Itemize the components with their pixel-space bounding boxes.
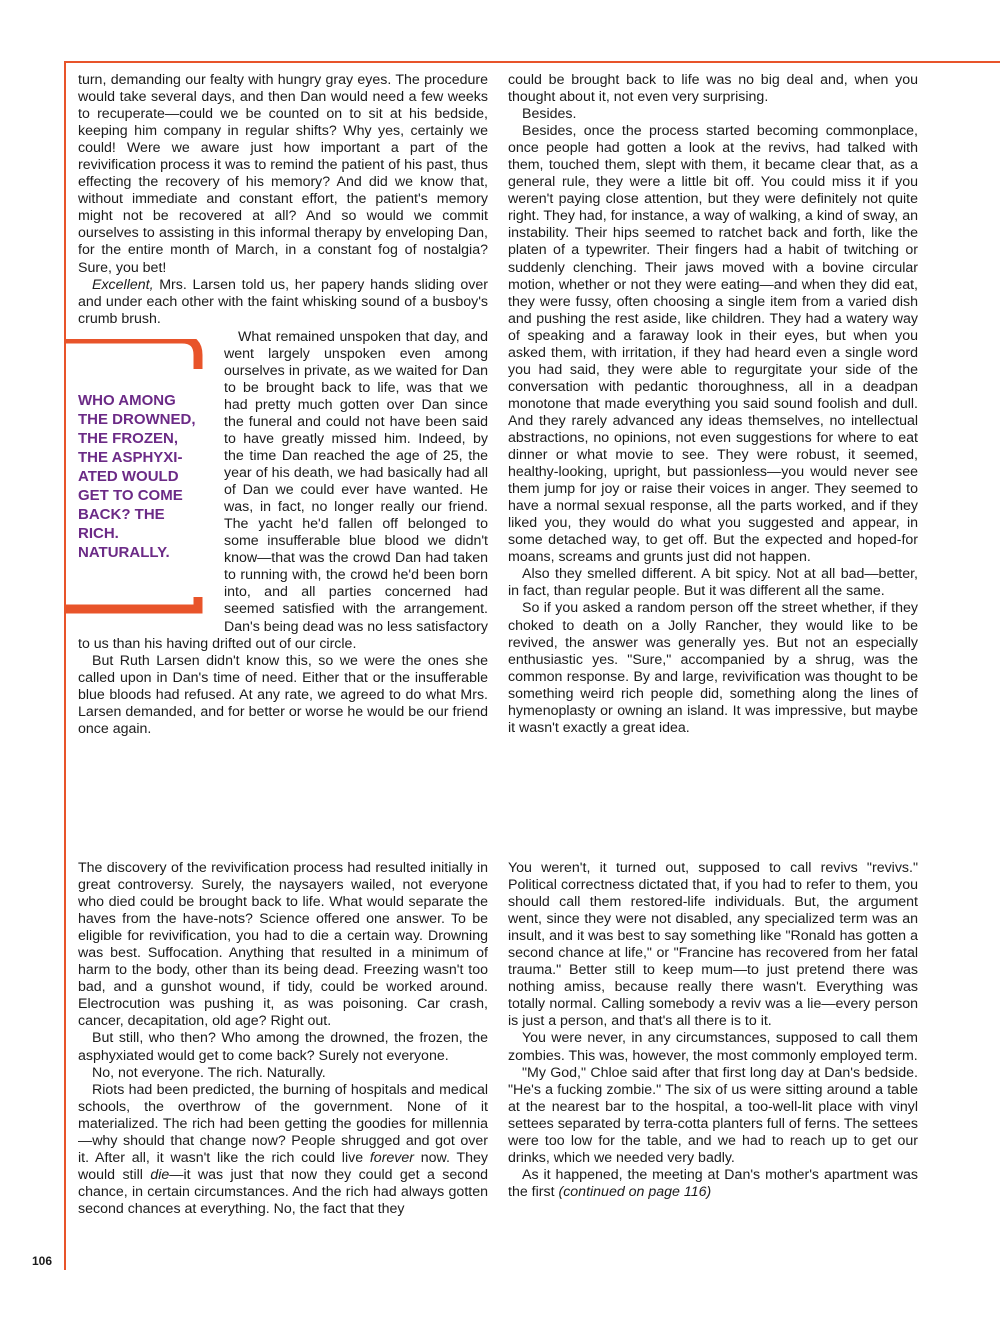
page-number: 106 [32,1254,53,1268]
paragraph: could be brought back to life was no big deal and, when you thought about it, not even very surprising. [508,72,918,106]
pull-quote [64,329,224,619]
paragraph: The discovery of the revivification process had resulted initially in great controversy. Surely, the naysayers wailed, not everyone who died could be brought back to life. What would separate the haves from the have-nots? Science offered one answer. To be eligible for revivification, you had to die a certain way. Drowning was best. Suffocation. Anything that resulted in a minimum of harm to the body, other than its being dead. Freezing wasn't too bad, and a gunshot wound, if tidy, could be worked around. Electrocution was pushing it, as was poisoning. Car crash, cancer, decapitation, old age? Right out. [78,860,488,1030]
page-frame-top-rule [64,61,1000,63]
emphasis: die [150,1166,170,1183]
emphasis: forever [369,1149,415,1166]
paragraph: Besides, once the process started becoming commonplace, once people had gotten a look at the revivs, had talked with them, touched them, slept with them, it became clear that, as a general rule, they were a little bit off. You could miss it if you weren't paying close attention, but they were definitely not quite right. They had, for instance, a way of walking, a kind of sway, an instability. Their hips seemed to ratchet back and forth, like the platen of a typewriter. Their fingers had a habit of twitching or suddenly clenching. Their jaws moved with a bovine circular motion, whether or not they were eating—and when they did eat, they were fussy, often choosing a single item from a varied dish and pushing the rest aside, like children. They had a watery way of speaking and a faraway look in their eyes, but when you asked them, with irritation, if they had heard even a single word you had said, they were able to regurgitate your side of the conversation with pedantic thoroughness, all in a deadpan monotone that made everything you said sound foolish and dull. And they rarely advanced any ideas themselves, no intellectual abstractions, no opinions, not even suggestions for where to eat dinner or what movie to see. They were robust, it seemed, healthy-looking, upright, but passionless—you would never see them jump for joy or raise their voices in anger. They seemed to have a normal sexual response, all the parts worked, and if they liked you, they would do what you suggested and appear, in some detached way, to get off. But the expected and hoped-for moans, screams and grunts just did not happen. [508,123,918,566]
paragraph: What remained unspoken that day, and went largely unspoken even among ourselves in private, as we waited for Dan to be brought back to life, was that we had pretty much gotten over Dan since the funeral and could not have been said to have greatly missed him. Indeed, by the time Dan reached the age of 25, the year of his death, we had basically had all of Dan we could ever have wanted. He was, in fact, no longer really our friend. The yacht he'd fallen off belonged to some insufferable blue blood we didn't know—that was the crowd Dan had taken to running with, the crowd he'd been born into, and all parties concerned had seemed satisfied with the arrangement. Dan's being dead was no less satisfactory to us than his having drifted out of our circle. [78,328,488,652]
left-column-bottom [78,860,488,1218]
paragraph: turn, demanding our fealty with hungry gray eyes. The procedure would take several days, and then Dan would need a few weeks to recuperate—could we be counted on to sit at his bedside, keeping him company in regular shifts? Why yes, certainly we could! Were we aware just how important a part of the revivification process it was to remind the patient of his past, thus effecting the recovery of his memory? And did we know that, without immediate and constant effort, the patient's memory might not be recovered at all? And so would we commit ourselves to assisting in this informal therapy by enveloping Dan, for the entire month of March, in a constant fog of nostalgia? Sure, you bet! [78,72,488,276]
page-frame-left-rule [64,61,66,1270]
paragraph: Besides. [522,106,577,123]
right-column-top [508,72,918,737]
pull-quote-text: WHO AMONG THE DROWNED, THE FROZEN, THE ASPHYXI-ATED WOULD GET TO COME BACK? THE RICH. NATURALLY. [78,391,196,561]
paragraph: Riots had been predicted, the burning of hospitals and medical schools, the overthrow of the government. None of it materialized. The rich had been getting the goodies for millennia—why should that change now? People shrugged and got over it. After all, it wasn't like the rich could live forever now. They would still die—it was just that now they could get a second chance, in certain circumstances. And the rich had always gotten second chances at everything. No, the fact that they [78,1081,488,1217]
paragraph: No, not everyone. The rich. Naturally. [92,1064,326,1081]
paragraph: You were never, in any circumstances, supposed to call them zombies. This was, however, the most commonly employed term. [508,1030,918,1064]
paragraph: As it happened, the meeting at Dan's mother's apartment was the first (continued on page 116) [508,1166,918,1200]
paragraph: So if you asked a random person off the street whether, if they choked to death on a Jolly Rancher, they would like to be revived, the answer was generally yes. But not an especially enthusiastic yes. "Sure," accompanied by a shrug, was the common response. By and large, revivification was thought to be something weird rich people did, something along the lines of hymenoplasty or owning an island. It was impressive, but maybe it wasn't exactly a great idea. [508,600,918,736]
paragraph: Also they smelled different. A bit spicy. Not at all bad—better, in fact, than regular people. But it was different all the same. [508,566,918,600]
emphasis: Excellent, [92,276,154,293]
left-column-top [78,72,488,738]
paragraph: You weren't, it turned out, supposed to call revivs "revivs." Political correctness dictated that, if you had to refer to them, you should call them restored-life individuals. But, the argument went, since they were not disabled, any specialized term was an insult, and it was best to say something like "Ronald has gotten a second chance at life," or "Francine has recovered from her fatal trauma." Better still to keep mum—to just pretend there was nothing amiss, because really there wasn't. Everything was totally normal. Calling somebody a reviv was a lie—every person is just a person, and that's all there is to it. [508,860,918,1030]
paragraph: But still, who then? Who among the drowned, the frozen, the asphyxiated would get to come back? Surely not everyone. [78,1030,488,1064]
paragraph: But Ruth Larsen didn't know this, so we were the ones she called upon in Dan's time of need. Either that or the insufferable blue bloods had refused. At any rate, we agreed to do what Mrs. Larsen demanded, and for better or worse he would be our friend once again. [78,652,488,737]
continued-note: (continued on page 116) [558,1183,712,1200]
paragraph: "My God," Chloe said after that first long day at Dan's bedside. "He's a fucking zombie." The six of us were sitting around a table at the nearest bar to the hospital, a too-well-lit place with vinyl settees separated by terra-cotta planters full of ferns. The settees were too low for the table, and we had to reach up to get our drinks, which we needed very badly. [508,1064,918,1166]
right-column-bottom [508,860,918,1201]
paragraph: Excellent, Mrs. Larsen told us, her papery hands sliding over and under each other with the faint whisking sound of a busboy's crumb brush. [78,276,488,327]
